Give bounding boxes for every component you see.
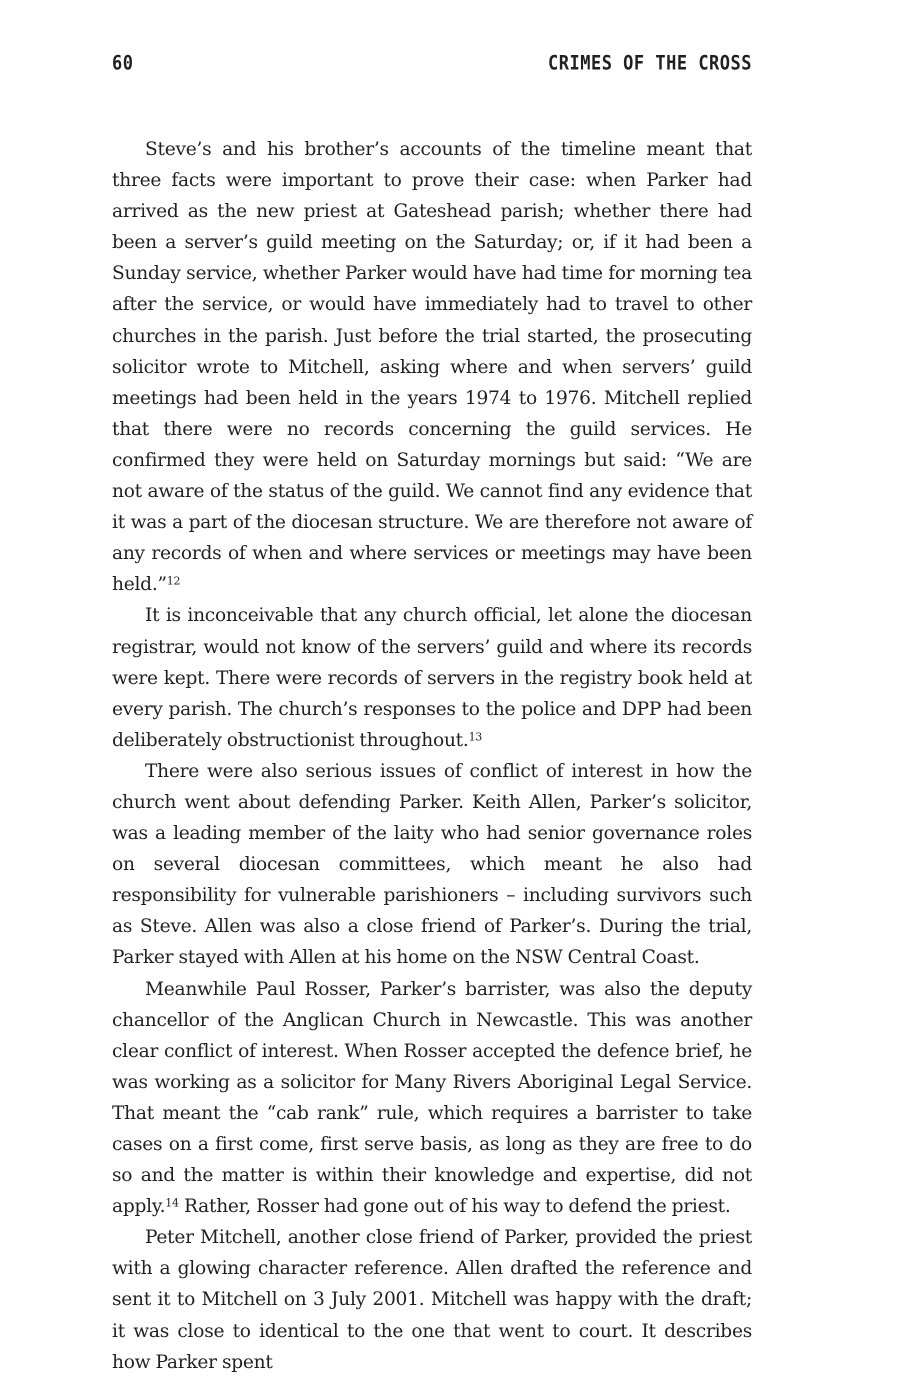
paragraph (112, 1222, 752, 1377)
book-title: CRIMES OF THE CROSS (548, 52, 752, 75)
paragraph (112, 600, 752, 755)
footnote-marker: 13 (468, 730, 483, 744)
footnote-marker: 14 (165, 1196, 179, 1210)
page-number: 60 (112, 52, 134, 75)
paragraph-text: Peter Mitchell, another close friend of Parker, provided the priest with a glowing character reference. Allen drafted the reference and sent it to Mitchell on 3 July 2001. Mitchell was happy with the draft; it was close to identical to the one that went to court. It describes how Parker spent (112, 1227, 752, 1373)
paragraph (112, 756, 752, 974)
paragraph (112, 134, 752, 600)
paragraph-text: Steve’s and his brother’s accounts of the timeline meant that three facts were important to prove their case: when Parker had arrived as the new priest at Gateshead parish; whether there had been a server’s guild meeting on the Saturday; or, if it had been a Sunday service, whether Parker would have had time for morning tea after the service, or would have immediately had to travel to other churches in the parish. Just before the trial started, the prosecuting solicitor wrote to Mitchell, asking where and when servers’ guild meetings had been held in the years 1974 to 1976. Mitchell replied that there were no records concerning the guild services. He confirmed they were held on Saturday mornings but said: “We are not aware of the status of the guild. We cannot find any evidence that it was a part of the diocesan structure. We are therefore not aware of any records of when and where services or meetings may have been held.” (112, 139, 752, 596)
running-head (112, 52, 752, 84)
footnote-marker: 12 (166, 574, 181, 588)
paragraph-text: It is inconceivable that any church official, let alone the diocesan registrar, would not know of the servers’ guild and where its records were kept. There were records of servers in the registry book held at every parish. The church’s responses to the police and DPP had been deliberately obstructionist throughout. (112, 605, 752, 751)
paragraph-text: There were also serious issues of conflict of interest in how the church went about defending Parker. Keith Allen, Parker’s solicitor, was a leading member of the laity who had senior governance roles on several diocesan committees, which meant he also had responsibility for vulnerable parishioners – including survivors such as Steve. Allen was also a close friend of Parker’s. During the trial, Parker stayed with Allen at his home on the NSW Central Coast. (112, 760, 752, 969)
paragraph-text: Meanwhile Paul Rosser, Parker’s barrister, was also the deputy chancellor of the Anglican Church in Newcastle. This was another clear conflict of interest. When Rosser accepted the defence brief, he was working as a solicitor for Many Rivers Aboriginal Legal Service. That meant the “cab rank” rule, which requires a barrister to take cases on a first come, first serve basis, as long as they are free to do so and the matter is within their knowledge and expertise, did not apply. (112, 978, 752, 1218)
paragraph (112, 974, 752, 1223)
body-text (112, 134, 752, 1378)
paragraph-text-continued: Rather, Rosser had gone out of his way to defend the priest. (178, 1196, 731, 1218)
